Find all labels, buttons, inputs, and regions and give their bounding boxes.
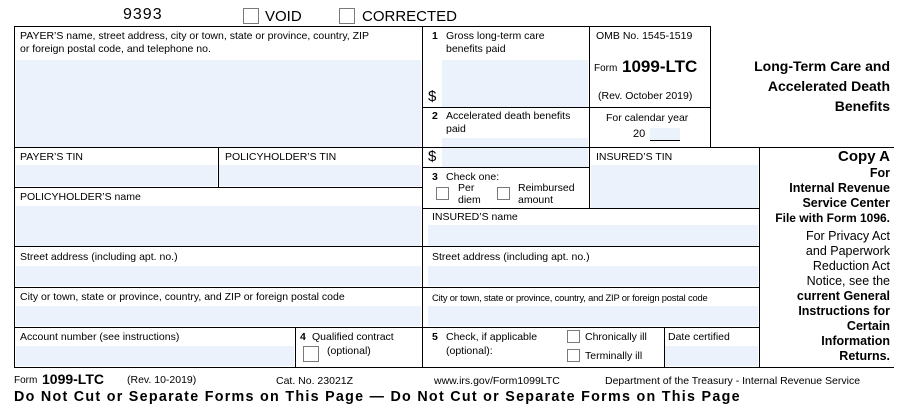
box5-number: 5: [432, 331, 438, 343]
policyholder-tin-label: POLICYHOLDER’S TIN: [225, 151, 337, 163]
footer-rev: (Rev. 10-2019): [127, 374, 197, 386]
form-title-1: Long-Term Care and: [754, 58, 890, 74]
line-tin-row: [14, 147, 894, 148]
box2-label-1: Accelerated death benefits: [446, 110, 571, 122]
insured-name-label: INSURED’S name: [432, 211, 518, 223]
copy-text-7: Certain: [846, 319, 890, 333]
payer-label-1: PAYER’S name, street address, city or town, state or province, country, ZIP: [20, 30, 369, 42]
copy-title: Copy A: [838, 148, 890, 165]
calendar-year-prefix: 20: [633, 128, 646, 140]
date-certified-input[interactable]: [665, 346, 758, 366]
copy-file: File with Form 1096.: [775, 211, 890, 225]
street-right-input[interactable]: [428, 266, 758, 286]
line-street-bottom: [14, 287, 759, 288]
form-title-3: Benefits: [834, 98, 890, 114]
box1-number: 1: [432, 30, 438, 42]
copy-text-1: For Privacy Act: [805, 229, 890, 243]
copy-for: For: [869, 166, 890, 180]
street-left-input[interactable]: [16, 266, 421, 286]
copy-text-5: current General: [796, 289, 890, 303]
divider-tins: [218, 147, 219, 187]
copy-text-8: Information: [821, 334, 890, 348]
insured-name-input[interactable]: [428, 225, 758, 246]
footer-form-prefix: Form: [14, 375, 38, 386]
terminally-ill-checkbox[interactable]: [567, 349, 580, 362]
footer-warning: Do Not Cut or Separate Forms on This Page — Do Not Cut or Separate Forms on This Page: [14, 389, 741, 405]
form-left-border: [14, 26, 15, 367]
box2-number: 2: [432, 110, 438, 122]
divider-center: [422, 26, 423, 367]
corrected-checkbox[interactable]: [339, 8, 355, 24]
box4-label-2: (optional): [327, 345, 371, 357]
policyholder-name-label: POLICYHOLDER’S name: [20, 191, 141, 203]
box1-dollar: $: [428, 88, 437, 105]
reimbursed-checkbox[interactable]: [497, 187, 510, 200]
city-left-input[interactable]: [16, 306, 421, 326]
chronically-ill-checkbox[interactable]: [567, 330, 580, 343]
omb-number: OMB No. 1545-1519: [596, 30, 693, 42]
void-checkbox[interactable]: [243, 8, 259, 24]
line-box2-box3: [422, 167, 589, 168]
account-label: Account number (see instructions): [20, 331, 180, 343]
qualified-contract-checkbox[interactable]: [303, 346, 319, 362]
calendar-year-label: For calendar year: [606, 112, 689, 124]
form-title-2: Accelerated Death: [767, 78, 890, 94]
box1-label-1: Gross long-term care: [446, 30, 545, 42]
policyholder-tin-input[interactable]: [219, 165, 421, 186]
copy-text-3: Reduction Act: [812, 259, 890, 273]
reimbursed-label-2: amount: [518, 194, 554, 206]
chronically-ill-label: Chronically ill: [585, 331, 647, 343]
footer-dept: Department of the Treasury - Internal Revenue Service: [605, 375, 861, 387]
omb-form-name: 1099-LTC: [622, 57, 698, 76]
payer-label-2: or foreign postal code, and telephone no.: [20, 43, 211, 55]
copy-text-4: Notice, see the: [806, 274, 890, 288]
box3-label: Check one:: [446, 171, 500, 183]
street-left-label: Street address (including apt. no.): [20, 251, 178, 263]
line-tin-bottom: [14, 187, 422, 188]
divider-box1-right: [589, 26, 590, 208]
reimbursed-label-1: Reimbursed: [518, 182, 575, 194]
box5-label-2: (optional):: [446, 345, 493, 357]
account-input[interactable]: [16, 346, 294, 366]
box2-input[interactable]: [442, 138, 588, 167]
line-omb-box2: [422, 107, 710, 108]
policyholder-name-input[interactable]: [16, 206, 421, 246]
line-city-bottom: [14, 327, 759, 328]
omb-form-prefix: Form: [594, 63, 618, 74]
payer-tin-input[interactable]: [16, 165, 217, 186]
copy-text-2: and Paperwork: [805, 244, 890, 258]
payer-input[interactable]: [16, 60, 421, 147]
footer-url: www.irs.gov/Form1099LTC: [434, 375, 560, 387]
box4-number: 4: [300, 331, 306, 343]
form-top-border: [14, 26, 710, 27]
city-left-label: City or town, state or province, country, and ZIP or foreign postal code: [20, 291, 345, 303]
per-diem-label-1: Per: [458, 182, 475, 194]
box1-label-2: benefits paid: [446, 43, 506, 55]
box1-input[interactable]: [442, 60, 588, 107]
city-right-label: City or town, state or province, country, and ZIP or foreign postal code: [432, 292, 708, 303]
box5-label-1: Check, if applicable: [446, 331, 538, 343]
line-name-bottom: [14, 246, 759, 247]
divider-copy-left: [759, 147, 760, 367]
date-certified-label: Date certified: [668, 331, 730, 343]
copy-text-9: Returns.: [839, 349, 890, 363]
box3-number: 3: [432, 171, 438, 183]
calendar-year-input[interactable]: [650, 128, 680, 140]
insured-tin-input[interactable]: [591, 165, 758, 208]
copy-irs-1: Internal Revenue: [789, 181, 890, 195]
form-bottom-border: [14, 367, 894, 368]
omb-rev: (Rev. October 2019): [598, 90, 693, 102]
terminally-ill-label: Terminally ill: [585, 350, 643, 362]
calendar-year-underline: [650, 140, 680, 141]
line-box3-bottom: [422, 208, 759, 209]
insured-tin-label: INSURED’S TIN: [596, 151, 673, 163]
per-diem-checkbox[interactable]: [436, 187, 449, 200]
payer-tin-label: PAYER’S TIN: [20, 151, 84, 163]
copy-text-6: Instructions for: [798, 304, 890, 318]
street-right-label: Street address (including apt. no.): [432, 251, 590, 263]
box2-label-2: paid: [446, 123, 466, 135]
divider-date: [664, 327, 665, 367]
box2-dollar: $: [428, 148, 437, 165]
footer-form-name: 1099-LTC: [42, 371, 104, 387]
footer-cat: Cat. No. 23021Z: [276, 375, 354, 387]
box4-label-1: Qualified contract: [312, 331, 394, 343]
copy-irs-2: Service Center: [802, 196, 890, 210]
city-right-input[interactable]: [428, 306, 758, 326]
corrected-label: CORRECTED: [362, 8, 458, 25]
per-diem-label-2: diem: [458, 194, 481, 206]
divider-omb-right: [710, 26, 711, 148]
form-code: 9393: [123, 6, 163, 23]
void-label: VOID: [265, 8, 302, 25]
divider-box4: [295, 327, 296, 367]
